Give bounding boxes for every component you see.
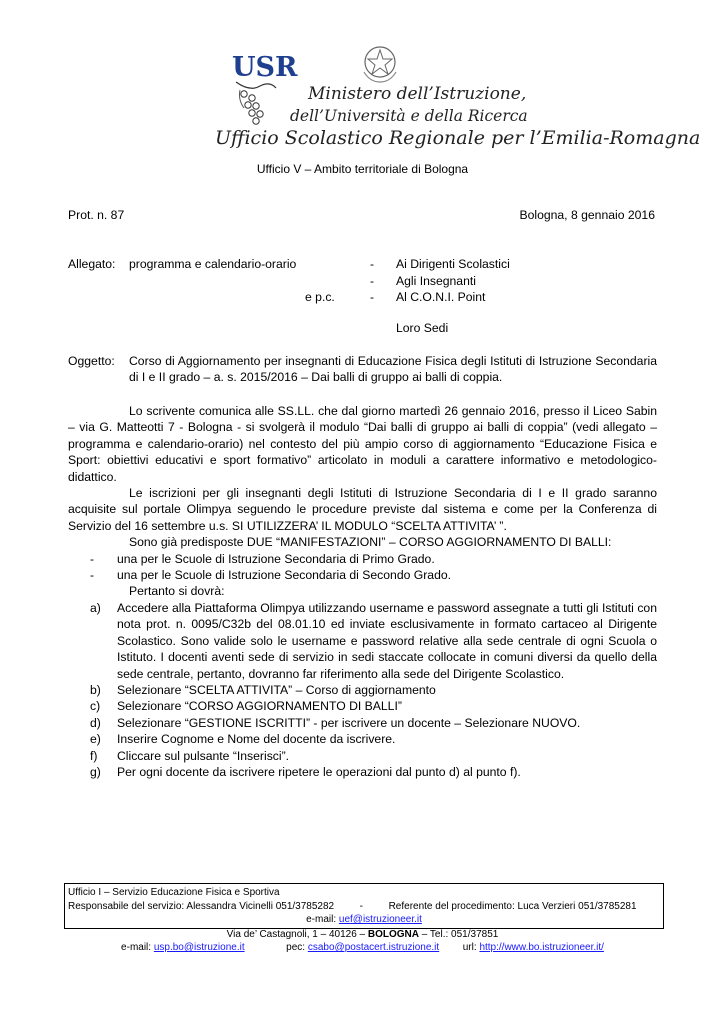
- subject-text: Corso di Aggiornamento per insegnanti di Educazione Fisica degli Istituti di Istruzione Secondaria di I e II grado – a. s. 2015/2016 – Dai balli di gruppo ai balli di coppia.: [129, 354, 657, 385]
- list-item-text: una per le Scuole di Istruzione Secondaria di Primo Grado.: [117, 551, 435, 566]
- italian-republic-emblem-icon: [360, 42, 400, 84]
- footer-responsible: Responsabile del servizio: Alessandra Vicinelli 051/3785282: [68, 901, 335, 912]
- subject-label: Oggetto:: [68, 354, 115, 368]
- steps-list: [68, 600, 657, 780]
- footer-address-city: BOLOGNA: [367, 929, 419, 940]
- office-subtitle: Ufficio V – Ambito territoriale di Bologna: [256, 162, 469, 176]
- footer-links: [0, 941, 725, 954]
- list-marker: a): [90, 600, 101, 615]
- list-item-text: Accedere alla Piattaforma Olimpya utilizzando username e password assegnate a tutti gli Istituti con nota prot. n. 0095/C32b del 08.01.10 ed inviate esclusivamente in formato cartaceo al Dirigente Scolastico. Sono valide solo le username e password relative alla sede centrale di ogni Scuola o Istituto. I docenti aventi sede di servizio in sedi staccate collocate in comuni diversi da quello della sede centrale, pertanto, dovranno far riferimento alla sede del Dirigente Scolastico.: [117, 600, 657, 681]
- letter-body: [68, 403, 657, 780]
- recipient-item: Agli Insegnanti: [396, 274, 476, 288]
- manifestations-list: [68, 551, 657, 584]
- list-marker: e): [90, 732, 101, 747]
- usr-logo-letters: USR: [232, 52, 298, 83]
- footer-address-phone: – Tel.: 051/37851: [421, 929, 499, 940]
- list-marker: b): [90, 682, 101, 697]
- recipient-item: Ai Dirigenti Scolastici: [396, 257, 510, 271]
- list-marker: d): [90, 715, 101, 730]
- list-item: [68, 748, 657, 764]
- list-item: [68, 567, 657, 583]
- footer-referent: Referente del procedimento: Luca Verzieri 051/3785281: [388, 901, 637, 912]
- list-item: [68, 698, 657, 714]
- list-marker: -: [90, 568, 95, 583]
- list-item: [68, 764, 657, 780]
- list-marker: -: [90, 551, 95, 566]
- footer-contacts: [68, 900, 637, 913]
- footer-service: Ufficio I – Servizio Educazione Fisica e Sportiva: [68, 887, 280, 898]
- footer-email-line: [65, 913, 663, 926]
- list-item-text: Selezionare “CORSO AGGIORNAMENTO DI BALLI”: [117, 699, 402, 714]
- body-paragraph: Lo scrivente comunica alle SS.LL. che dal giorno martedì 26 gennaio 2016, presso il Liceo Sabin – via G. Matteotti 7 - Bologna - si svolgerà il modulo “Dai balli di gruppo ai balli di coppia” (vedi allegato – programma e calendario-orario) nel contesto del più ampio corso di aggiornamento “Educazione Fisica e Sport: obiettivi educativi e sport formativo” articolato in moduli a carattere informativo e metodologico-didattico.: [68, 404, 657, 484]
- list-item-text: Inserire Cognome e Nome del docente da iscrivere.: [117, 732, 396, 747]
- recipient-item: Al C.O.N.I. Point: [396, 290, 486, 304]
- body-paragraph: Le iscrizioni per gli insegnanti degli Istituti di Istruzione Secondaria di I e II grado saranno acquisite sul portale Olimpya seguendo le procedure previste dal sistema e come per la Conferenza di Servizio del 16 settembre u.s. SI UTILIZZERA’ IL MODULO “SCELTA ATTIVITA’ ”.: [68, 486, 657, 533]
- protocol-number: Prot. n. 87: [68, 208, 125, 222]
- list-item: [68, 731, 657, 747]
- footer-service-box: [64, 883, 664, 929]
- body-paragraph: Pertanto si dovrà:: [129, 584, 225, 599]
- list-marker: f): [90, 748, 98, 763]
- usr-logo: [230, 48, 298, 128]
- regional-office-title: Ufficio Scolastico Regionale per l’Emilia-Romagna: [215, 127, 701, 149]
- ministry-line-1: Ministero dell’Istruzione,: [308, 84, 527, 104]
- attachment-value: programma e calendario-orario: [129, 257, 297, 271]
- footer-email2-link[interactable]: usp.bo@istruzione.it: [153, 942, 245, 953]
- footer-email2-label: e-mail:: [121, 942, 152, 953]
- list-item-text: Cliccare sul pulsante “Inserisci”.: [117, 748, 290, 763]
- place-date: Bologna, 8 gennaio 2016: [519, 208, 655, 222]
- list-item-text: Selezionare “GESTIONE ISCRITTI” - per iscrivere un docente – Selezionare NUOVO.: [117, 715, 581, 730]
- recipient-dash: -: [370, 274, 375, 288]
- cc-label: e p.c.: [305, 290, 335, 304]
- recipient-dash: -: [370, 257, 375, 271]
- body-paragraph: Sono già predisposte DUE “MANIFESTAZIONI” – CORSO AGGIORNAMENTO DI BALLI:: [129, 535, 612, 550]
- recipients-closing: Loro Sedi: [396, 321, 449, 335]
- list-item: [68, 715, 657, 731]
- footer-url-link[interactable]: http://www.bo.istruzioneer.it/: [479, 942, 604, 953]
- list-marker: c): [90, 699, 101, 714]
- footer-email-link[interactable]: uef@istruzioneer.it: [338, 914, 422, 925]
- recipient-dash: -: [370, 290, 375, 304]
- footer-address: [0, 928, 725, 941]
- footer-email-label: e-mail:: [306, 914, 337, 925]
- attachment-label: Allegato:: [68, 257, 116, 271]
- list-marker: g): [90, 764, 101, 779]
- footer-separator: -: [359, 901, 364, 912]
- list-item: [68, 551, 657, 567]
- list-item: [68, 600, 657, 682]
- list-item: [68, 682, 657, 698]
- footer-pec-label: pec:: [286, 942, 306, 953]
- footer-pec-link[interactable]: csabo@postacert.istruzione.it: [307, 942, 440, 953]
- list-item-text: una per le Scuole di Istruzione Secondaria di Secondo Grado.: [117, 568, 452, 583]
- footer-url-label: url:: [462, 942, 477, 953]
- ministry-line-2: dell’Università e della Ricerca: [290, 107, 528, 125]
- list-item-text: Selezionare “SCELTA ATTIVITA” – Corso di aggiornamento: [117, 682, 436, 697]
- footer-address-street: Via de’ Castagnoli, 1 – 40126 –: [226, 929, 366, 940]
- list-item-text: Per ogni docente da iscrivere ripetere le operazioni dal punto d) al punto f).: [117, 764, 521, 779]
